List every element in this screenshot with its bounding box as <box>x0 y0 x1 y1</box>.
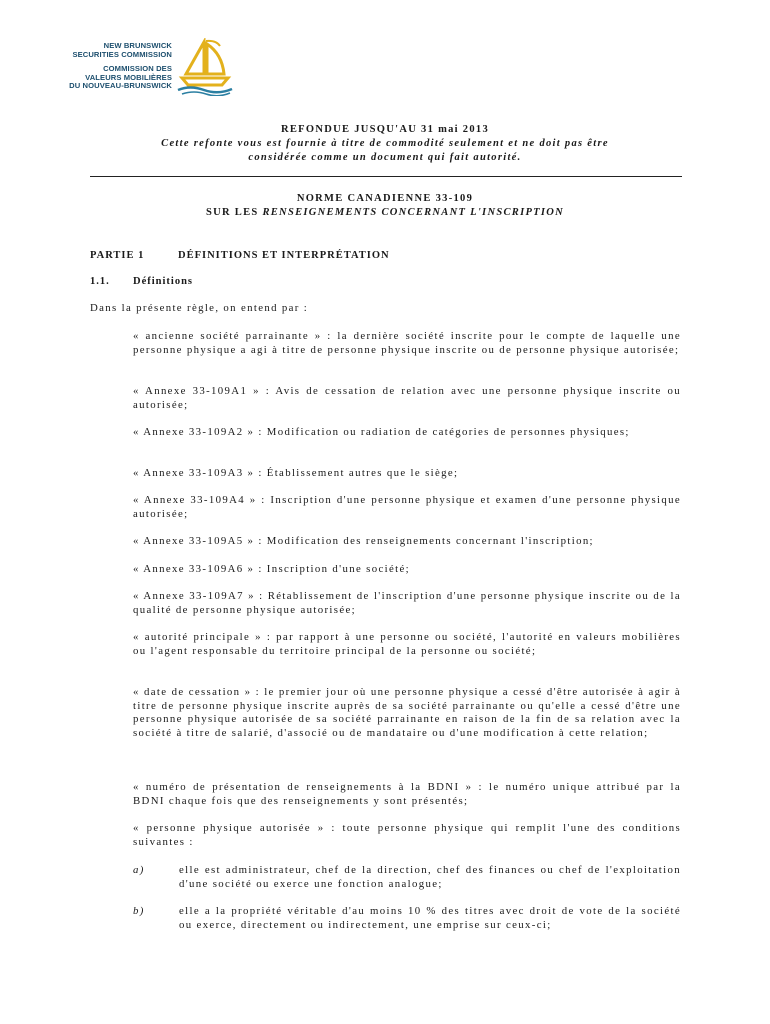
part-title: DÉFINITIONS ET INTERPRÉTATION <box>178 250 390 261</box>
disclaimer-line-2: considérée comme un document qui fait autorité. <box>248 152 522 163</box>
condition-text: elle est administrateur, chef de la direction, chef des finances ou chef de l'exploitation d'une société ou exerce une fonction analogue; <box>179 864 681 890</box>
part-number: PARTIE 1 <box>90 250 145 261</box>
document-title: NORME CANADIENNE 33-109 <box>296 193 474 204</box>
consolidation-date: REFONDUE JUSQU'AU 31 mai 2013 <box>280 124 490 135</box>
logo-line: DU NOUVEAU-BRUNSWICK <box>69 81 172 91</box>
section-title: Définitions <box>133 276 194 287</box>
definition-paragraph: « Annexe 33-109A1 » : Avis de cessation de relation avec une personne physique inscrite ou autorisée; <box>133 385 681 411</box>
definition-paragraph: « Annexe 33-109A5 » : Modification des renseignements concernant l'inscription; <box>133 535 594 547</box>
logo-line: VALEURS MOBILIÈRES <box>85 72 172 82</box>
logo-line: COMMISSION DES <box>103 64 172 74</box>
document-subtitle <box>0 207 770 218</box>
definition-paragraph: « Annexe 33-109A2 » : Modification ou radiation de catégories de personnes physiques; <box>133 426 630 438</box>
condition-text: elle a la propriété véritable d'au moins 10 % des titres avec droit de vote de la société ou exerce, directement ou indirectement, une emprise sur ceux-ci; <box>179 905 681 931</box>
subtitle-italic: RENSEIGNEMENTS CONCERNANT L'INSCRIPTION <box>262 207 565 218</box>
logo-line: SECURITIES COMMISSION <box>72 49 172 59</box>
nbsc-logo <box>44 38 234 98</box>
definition-paragraph: « Annexe 33-109A7 » : Rétablissement de l'inscription d'une personne physique inscrite ou de la qualité de personne physique autorisée; <box>133 590 681 616</box>
intro-text: Dans la présente règle, on entend par : <box>90 302 309 314</box>
section-number: 1.1. <box>90 276 110 287</box>
definition-paragraph: « Annexe 33-109A4 » : Inscription d'une personne physique et examen d'une personne physique autorisée; <box>133 494 681 520</box>
definition-paragraph: « date de cessation » : le premier jour où une personne physique a cessé d'être autorisée à agir à titre de personne physique inscrite auprès de sa société parrainante ou qu'elle a cessé d'être une personne physique autorisée de sa société parrainante en raison de la fin de sa relation avec la société à titre de salarié, d'associé ou de mandataire ou d'une modification à cette relation; <box>133 686 681 739</box>
logo-line: NEW BRUNSWICK <box>103 41 172 50</box>
definition-paragraph: « Annexe 33-109A6 » : Inscription d'une société; <box>133 563 410 575</box>
logo-text <box>69 42 172 91</box>
condition-label: b) <box>133 905 145 917</box>
definition-paragraph: « personne physique autorisée » : toute personne physique qui remplit l'une des conditions suivantes : <box>133 822 681 848</box>
sailboat-icon <box>176 38 234 96</box>
definition-paragraph: « Annexe 33-109A3 » : Établissement autres que le siège; <box>133 467 459 479</box>
definition-paragraph: « ancienne société parrainante » : la dernière société inscrite pour le compte de laquelle une personne physique a agi à titre de personne physique inscrite ou de personne physique autorisée; <box>133 330 681 356</box>
horizontal-rule <box>90 176 682 177</box>
definition-paragraph: « numéro de présentation de renseignements à la BDNI » : le numéro unique attribué par la BDNI chaque fois que des renseignements y sont présentés; <box>133 781 681 807</box>
definition-paragraph: « autorité principale » : par rapport à une personne ou société, l'autorité en valeurs mobilières ou l'agent responsable du territoire principal de la personne ou société; <box>133 631 681 657</box>
condition-label: a) <box>133 864 145 876</box>
subtitle-prefix: SUR LES <box>205 207 263 218</box>
disclaimer-line-1: Cette refonte vous est fournie à titre de commodité seulement et ne doit pas être <box>161 138 609 149</box>
